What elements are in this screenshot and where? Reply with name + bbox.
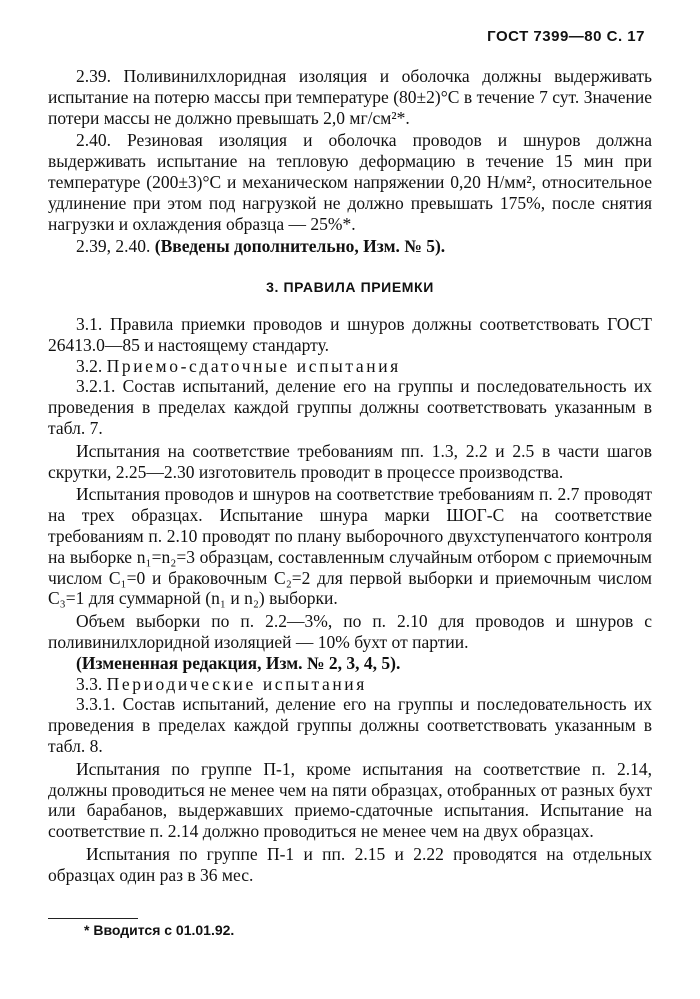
page-header: ГОСТ 7399—80 С. 17 — [487, 28, 645, 45]
heading-3-3-number: 3.3. — [76, 673, 107, 694]
paragraph-sample-volume: Объем выборки по п. 2.2—3%, по п. 2.10 для проводов и шнуров с поливинилхлоридной изоляцией — 10% бухт от партии. — [48, 611, 652, 652]
paragraph-3-3-1: 3.3.1. Состав испытаний, деление его на группы и последовательность их проведения в пределах каждой группы должны соответствовать указанным в табл. 8. — [48, 694, 652, 756]
paragraph-amendment-2: (Измененная редакция, Изм. № 2, 3, 4, 5). — [76, 652, 401, 673]
paragraph-3-3-heading — [48, 674, 652, 695]
section-title: 3. ПРАВИЛА ПРИЕМКИ — [266, 279, 434, 296]
paragraph-amendment-note — [48, 236, 652, 257]
heading-3-2-text: Приемо-сдаточные испытания — [106, 355, 401, 376]
paragraph-production-tests: Испытания на соответствие требованиям пп. 1.3, 2.2 и 2.5 в части шагов скрутки, 2.25—2.30 изготовитель проводит в процессе производства. — [48, 440, 652, 482]
paragraph-group-p1-tests: Испытания по группе П-1, кроме испытания на соответствие п. 2.14, должны проводиться не менее чем на пяти образцах, отобранных от разных бухт или барабанов, выдержавших приемо-сдаточные испытания. Испытание на соответствие п. 2.14 должно проводиться не менее чем на двух образцах. — [48, 758, 652, 842]
document-body — [48, 66, 652, 885]
amendment-bold: (Введены дополнительно, Изм. № 5). — [154, 236, 446, 257]
paragraph-periodic-samples: Испытания по группе П-1 и пп. 2.15 и 2.22 проводятся на отдельных образцах один раз в 36 мес. — [48, 843, 652, 885]
paragraph-2-39: 2.39. Поливинилхлоридная изоляция и оболочка должны выдерживать испытание на потерю массы при температуре (80±2)°С в течение 7 сут. Значение потери массы не должно превышать 2,0 мг/см²*. — [48, 66, 652, 128]
paragraph-2-40: 2.40. Резиновая изоляция и оболочка проводов и шнуров должна выдерживать испытание на тепловую деформацию в течение 15 мин при температуре (200±3)°С и механическом напряжении 0,20 Н/мм², относительное удлинение при этом под нагрузкой не должно превышать 175%, после снятия нагрузки и охлаждения образца — 25%*. — [48, 130, 652, 234]
paragraph-3-1: 3.1. Правила приемки проводов и шнуров должны соответствовать ГОСТ 26413.0—85 и настоящему стандарту. — [48, 313, 652, 355]
footnote: * Вводится с 01.01.92. — [84, 922, 235, 938]
amendment-prefix: 2.39, 2.40. — [76, 236, 155, 257]
heading-3-3-text: Периодические испытания — [106, 673, 367, 694]
paragraph-sampling-plan: Испытания проводов и шнуров на соответствие требованиям п. 2.7 проводят на трех образцах. Испытание шнура марки ШОГ-С на соответствие требованиям п. 2.10 проводят по плану выборочного двухступенчатого контроля на выборке n₁=n₂=3 образцам, составленным случайным отбором с приемочным числом C₁=0 и браковочным C₂=2 для первой выборки и приемочным числом C₃=1 для суммарной (n₁ и n₂) выборки. — [48, 484, 652, 609]
paragraph-3-2-1: 3.2.1. Состав испытаний, деление его на группы и последовательность их проведения в пределах каждой группы должны соответствовать указанным в табл. 7. — [48, 376, 652, 438]
footnote-divider — [48, 918, 138, 919]
paragraph-3-2-heading — [48, 356, 652, 377]
heading-3-2-number: 3.2. — [76, 355, 107, 376]
